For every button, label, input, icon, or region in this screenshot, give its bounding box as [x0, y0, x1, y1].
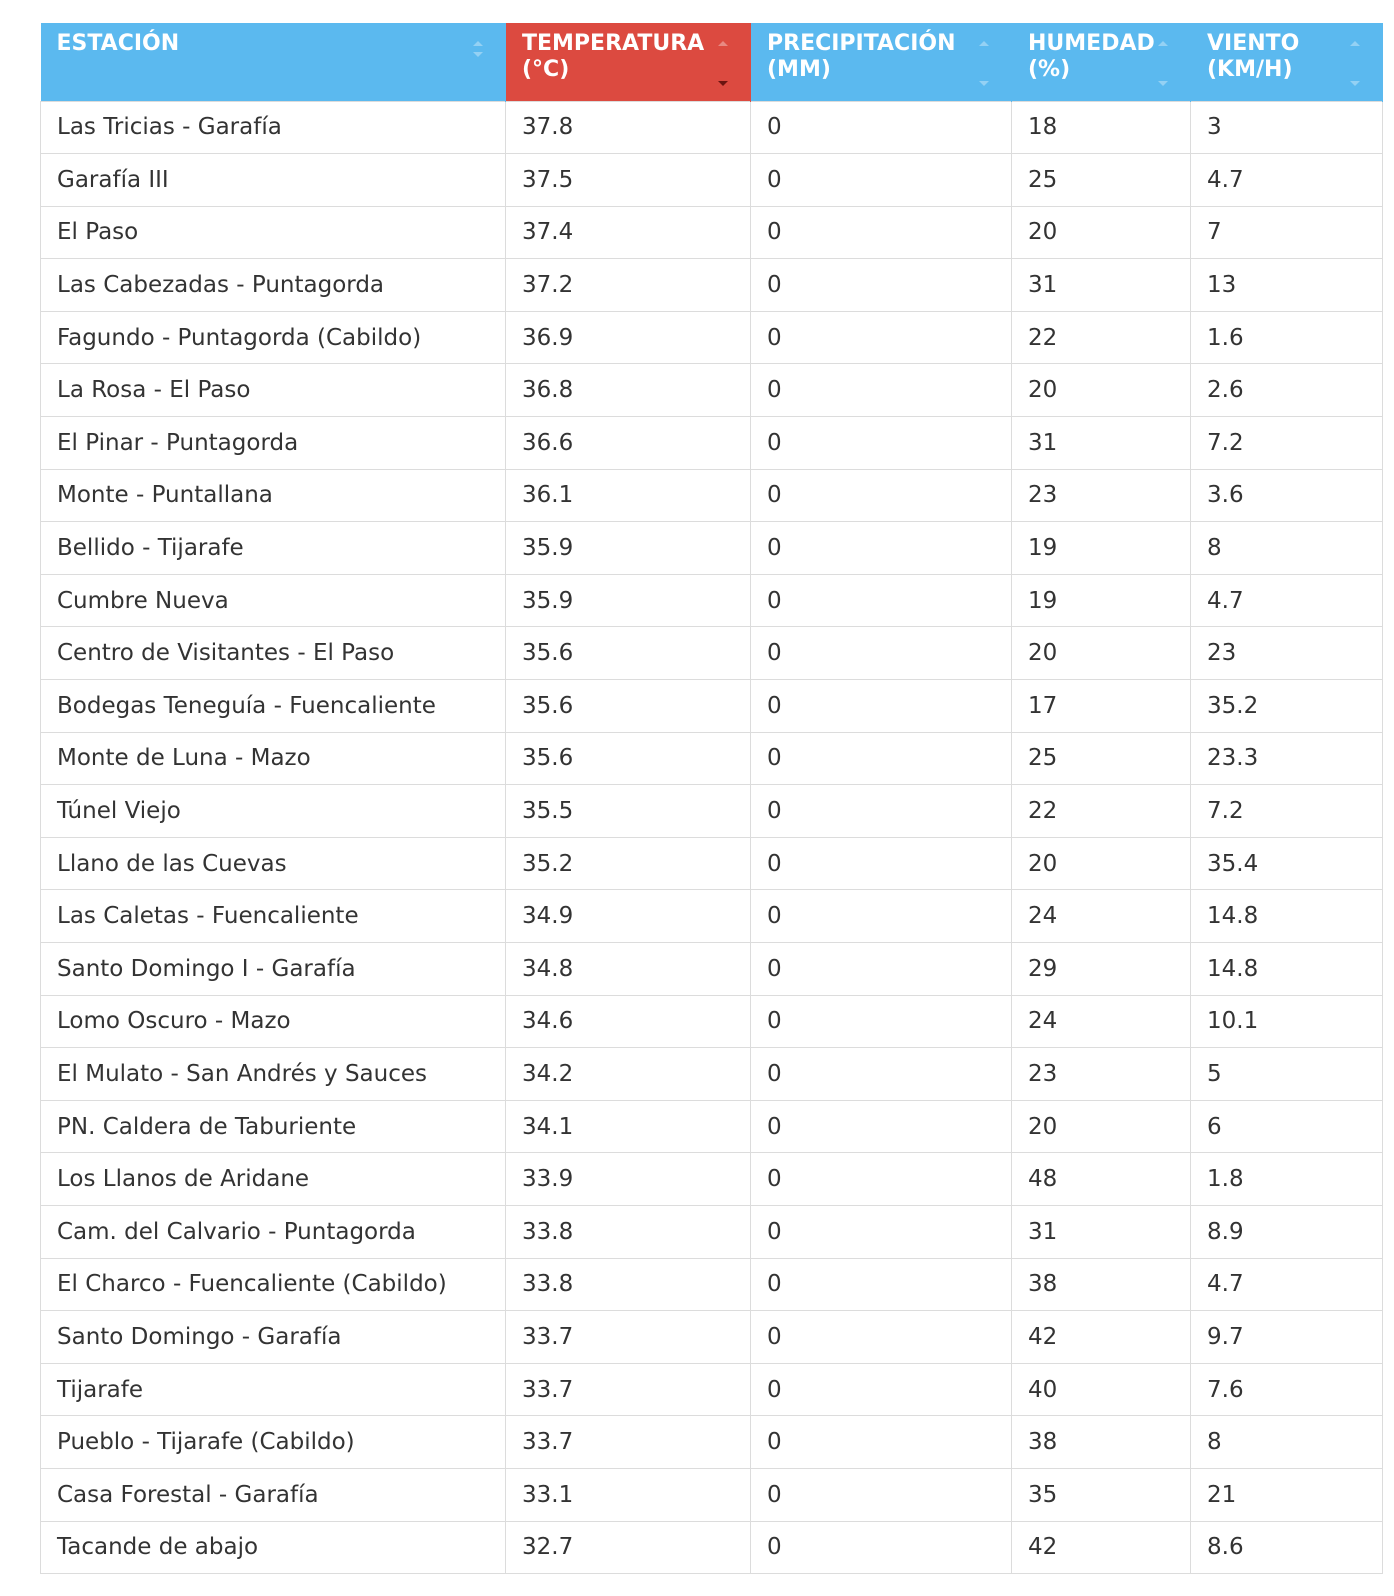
wind-cell: 14.8 — [1191, 890, 1383, 943]
humidity-cell: 20 — [1012, 206, 1191, 259]
wind-cell: 3.6 — [1191, 469, 1383, 522]
precipitation-cell: 0 — [751, 311, 1012, 364]
humidity-cell: 25 — [1012, 732, 1191, 785]
column-header-line2: (MM) — [767, 57, 831, 82]
precipitation-cell: 0 — [751, 1100, 1012, 1153]
station-cell: Cam. del Calvario - Puntagorda — [41, 1205, 506, 1258]
sort-arrows-icon — [1158, 41, 1170, 87]
sort-arrows-icon — [1350, 41, 1362, 87]
temperature-cell: 34.6 — [506, 995, 751, 1048]
table-header — [41, 23, 1383, 101]
humidity-cell: 31 — [1012, 259, 1191, 312]
sort-arrows-icon — [979, 41, 991, 87]
wind-cell: 7.2 — [1191, 785, 1383, 838]
column-header-line1: TEMPERATURA — [522, 31, 705, 56]
table-row[interactable] — [41, 1048, 1383, 1101]
precipitation-cell: 0 — [751, 627, 1012, 680]
table-row[interactable] — [41, 1153, 1383, 1206]
table-row[interactable] — [41, 154, 1383, 207]
precipitation-cell: 0 — [751, 943, 1012, 996]
column-header-estacion[interactable] — [41, 23, 506, 101]
wind-cell: 23 — [1191, 627, 1383, 680]
humidity-cell: 23 — [1012, 469, 1191, 522]
station-cell: Las Caletas - Fuencaliente — [41, 890, 506, 943]
wind-cell: 6 — [1191, 1100, 1383, 1153]
precipitation-cell: 0 — [751, 1153, 1012, 1206]
table-row[interactable] — [41, 311, 1383, 364]
wind-cell: 9.7 — [1191, 1311, 1383, 1364]
wind-cell: 35.4 — [1191, 837, 1383, 890]
humidity-cell: 20 — [1012, 364, 1191, 417]
wind-cell: 7 — [1191, 206, 1383, 259]
station-cell: PN. Caldera de Taburiente — [41, 1100, 506, 1153]
table-row[interactable] — [41, 1468, 1383, 1521]
precipitation-cell: 0 — [751, 154, 1012, 207]
column-header-label — [1207, 31, 1366, 83]
column-header-viento[interactable] — [1191, 23, 1383, 101]
humidity-cell: 18 — [1012, 101, 1191, 154]
humidity-cell: 31 — [1012, 1205, 1191, 1258]
temperature-cell: 34.1 — [506, 1100, 751, 1153]
station-cell: Centro de Visitantes - El Paso — [41, 627, 506, 680]
temperature-cell: 34.2 — [506, 1048, 751, 1101]
table-row[interactable] — [41, 259, 1383, 312]
humidity-cell: 42 — [1012, 1521, 1191, 1574]
sort-descending-icon — [718, 41, 730, 87]
humidity-cell: 22 — [1012, 311, 1191, 364]
precipitation-cell: 0 — [751, 837, 1012, 890]
humidity-cell: 20 — [1012, 1100, 1191, 1153]
table-row[interactable] — [41, 1100, 1383, 1153]
column-header-line1: PRECIPITACIÓN — [767, 31, 956, 56]
precipitation-cell: 0 — [751, 785, 1012, 838]
precipitation-cell: 0 — [751, 206, 1012, 259]
wind-cell: 13 — [1191, 259, 1383, 312]
table-row[interactable] — [41, 680, 1383, 733]
humidity-cell: 38 — [1012, 1258, 1191, 1311]
station-cell: Monte de Luna - Mazo — [41, 732, 506, 785]
station-cell: Tacande de abajo — [41, 1521, 506, 1574]
wind-cell: 14.8 — [1191, 943, 1383, 996]
humidity-cell: 22 — [1012, 785, 1191, 838]
temperature-cell: 36.8 — [506, 364, 751, 417]
table-row[interactable] — [41, 1311, 1383, 1364]
temperature-cell: 37.5 — [506, 154, 751, 207]
wind-cell: 4.7 — [1191, 574, 1383, 627]
column-header-label — [522, 31, 734, 83]
precipitation-cell: 0 — [751, 995, 1012, 1048]
precipitation-cell: 0 — [751, 1363, 1012, 1416]
wind-cell: 7.2 — [1191, 417, 1383, 470]
wind-cell: 35.2 — [1191, 680, 1383, 733]
table-row[interactable] — [41, 943, 1383, 996]
weather-stations-table-container — [40, 23, 1382, 1574]
temperature-cell: 33.7 — [506, 1363, 751, 1416]
header-row — [41, 23, 1383, 101]
column-header-line2: (KM/H) — [1207, 57, 1293, 82]
table-row[interactable] — [41, 890, 1383, 943]
station-cell: Tijarafe — [41, 1363, 506, 1416]
precipitation-cell: 0 — [751, 1205, 1012, 1258]
column-header-line2: (°C) — [522, 57, 570, 82]
station-cell: Fagundo - Puntagorda (Cabildo) — [41, 311, 506, 364]
temperature-cell: 36.1 — [506, 469, 751, 522]
table-row[interactable] — [41, 522, 1383, 575]
column-header-humedad[interactable] — [1012, 23, 1191, 101]
wind-cell: 8 — [1191, 1416, 1383, 1469]
table-row[interactable] — [41, 785, 1383, 838]
wind-cell: 8 — [1191, 522, 1383, 575]
humidity-cell: 19 — [1012, 522, 1191, 575]
station-cell: Santo Domingo I - Garafía — [41, 943, 506, 996]
humidity-cell: 24 — [1012, 890, 1191, 943]
station-cell: Bellido - Tijarafe — [41, 522, 506, 575]
temperature-cell: 37.8 — [506, 101, 751, 154]
column-header-line1: ESTACIÓN — [56, 31, 180, 56]
table-row[interactable] — [41, 101, 1383, 154]
wind-cell: 1.6 — [1191, 311, 1383, 364]
table-row[interactable] — [41, 627, 1383, 680]
station-cell: El Mulato - San Andrés y Sauces — [41, 1048, 506, 1101]
temperature-cell: 33.8 — [506, 1205, 751, 1258]
humidity-cell: 20 — [1012, 837, 1191, 890]
wind-cell: 3 — [1191, 101, 1383, 154]
table-row[interactable] — [41, 1521, 1383, 1574]
temperature-cell: 33.9 — [506, 1153, 751, 1206]
table-row[interactable] — [41, 417, 1383, 470]
column-header-line1: VIENTO — [1207, 31, 1300, 56]
precipitation-cell: 0 — [751, 1521, 1012, 1574]
column-header-label — [767, 31, 995, 83]
station-cell: Pueblo - Tijarafe (Cabildo) — [41, 1416, 506, 1469]
station-cell: Llano de las Cuevas — [41, 837, 506, 890]
humidity-cell: 20 — [1012, 627, 1191, 680]
humidity-cell: 25 — [1012, 154, 1191, 207]
temperature-cell: 33.7 — [506, 1416, 751, 1469]
temperature-cell: 37.4 — [506, 206, 751, 259]
wind-cell: 10.1 — [1191, 995, 1383, 1048]
wind-cell: 5 — [1191, 1048, 1383, 1101]
station-cell: Túnel Viejo — [41, 785, 506, 838]
temperature-cell: 35.6 — [506, 732, 751, 785]
wind-cell: 2.6 — [1191, 364, 1383, 417]
precipitation-cell: 0 — [751, 732, 1012, 785]
table-row[interactable] — [41, 1363, 1383, 1416]
column-header-precipitacion[interactable] — [751, 23, 1012, 101]
humidity-cell: 29 — [1012, 943, 1191, 996]
temperature-cell: 35.5 — [506, 785, 751, 838]
station-cell: Las Cabezadas - Puntagorda — [41, 259, 506, 312]
wind-cell: 4.7 — [1191, 154, 1383, 207]
precipitation-cell: 0 — [751, 1311, 1012, 1364]
precipitation-cell: 0 — [751, 1258, 1012, 1311]
wind-cell: 7.6 — [1191, 1363, 1383, 1416]
temperature-cell: 34.9 — [506, 890, 751, 943]
table-row[interactable] — [41, 1258, 1383, 1311]
column-header-label — [57, 31, 490, 57]
precipitation-cell: 0 — [751, 1048, 1012, 1101]
table-row[interactable] — [41, 837, 1383, 890]
humidity-cell: 40 — [1012, 1363, 1191, 1416]
precipitation-cell: 0 — [751, 522, 1012, 575]
table-row[interactable] — [41, 206, 1383, 259]
precipitation-cell: 0 — [751, 259, 1012, 312]
humidity-cell: 23 — [1012, 1048, 1191, 1101]
temperature-cell: 35.6 — [506, 680, 751, 733]
column-header-line2: (%) — [1028, 57, 1071, 82]
station-cell: Casa Forestal - Garafía — [41, 1468, 506, 1521]
column-header-label — [1028, 31, 1174, 83]
station-cell: Las Tricias - Garafía — [41, 101, 506, 154]
wind-cell: 4.7 — [1191, 1258, 1383, 1311]
temperature-cell: 35.9 — [506, 522, 751, 575]
humidity-cell: 19 — [1012, 574, 1191, 627]
precipitation-cell: 0 — [751, 890, 1012, 943]
wind-cell: 8.6 — [1191, 1521, 1383, 1574]
station-cell: La Rosa - El Paso — [41, 364, 506, 417]
table-row[interactable] — [41, 364, 1383, 417]
station-cell: Cumbre Nueva — [41, 574, 506, 627]
precipitation-cell: 0 — [751, 1416, 1012, 1469]
precipitation-cell: 0 — [751, 101, 1012, 154]
precipitation-cell: 0 — [751, 1468, 1012, 1521]
temperature-cell: 32.7 — [506, 1521, 751, 1574]
humidity-cell: 35 — [1012, 1468, 1191, 1521]
temperature-cell: 36.9 — [506, 311, 751, 364]
station-cell: Bodegas Teneguía - Fuencaliente — [41, 680, 506, 733]
station-cell: Lomo Oscuro - Mazo — [41, 995, 506, 1048]
humidity-cell: 48 — [1012, 1153, 1191, 1206]
column-header-temperatura[interactable] — [506, 23, 751, 101]
wind-cell: 1.8 — [1191, 1153, 1383, 1206]
precipitation-cell: 0 — [751, 574, 1012, 627]
station-cell: El Pinar - Puntagorda — [41, 417, 506, 470]
temperature-cell: 34.8 — [506, 943, 751, 996]
table-row[interactable] — [41, 732, 1383, 785]
station-cell: Garafía III — [41, 154, 506, 207]
station-cell: El Charco - Fuencaliente (Cabildo) — [41, 1258, 506, 1311]
wind-cell: 21 — [1191, 1468, 1383, 1521]
temperature-cell: 33.7 — [506, 1311, 751, 1364]
temperature-cell: 35.6 — [506, 627, 751, 680]
temperature-cell: 36.6 — [506, 417, 751, 470]
table-row[interactable] — [41, 574, 1383, 627]
temperature-cell: 37.2 — [506, 259, 751, 312]
wind-cell: 8.9 — [1191, 1205, 1383, 1258]
station-cell: Los Llanos de Aridane — [41, 1153, 506, 1206]
station-cell: Monte - Puntallana — [41, 469, 506, 522]
precipitation-cell: 0 — [751, 469, 1012, 522]
temperature-cell: 33.1 — [506, 1468, 751, 1521]
humidity-cell: 31 — [1012, 417, 1191, 470]
humidity-cell: 42 — [1012, 1311, 1191, 1364]
table-row[interactable] — [41, 1205, 1383, 1258]
temperature-cell: 35.2 — [506, 837, 751, 890]
table-body — [41, 101, 1383, 1574]
table-row[interactable] — [41, 469, 1383, 522]
station-cell: El Paso — [41, 206, 506, 259]
humidity-cell: 17 — [1012, 680, 1191, 733]
precipitation-cell: 0 — [751, 680, 1012, 733]
table-row[interactable] — [41, 995, 1383, 1048]
humidity-cell: 24 — [1012, 995, 1191, 1048]
weather-stations-table — [40, 23, 1383, 1574]
humidity-cell: 38 — [1012, 1416, 1191, 1469]
precipitation-cell: 0 — [751, 364, 1012, 417]
temperature-cell: 33.8 — [506, 1258, 751, 1311]
table-row[interactable] — [41, 1416, 1383, 1469]
station-cell: Santo Domingo - Garafía — [41, 1311, 506, 1364]
temperature-cell: 35.9 — [506, 574, 751, 627]
column-header-line1: HUMEDAD — [1028, 31, 1155, 56]
wind-cell: 23.3 — [1191, 732, 1383, 785]
sort-arrows-icon — [473, 41, 485, 87]
precipitation-cell: 0 — [751, 417, 1012, 470]
